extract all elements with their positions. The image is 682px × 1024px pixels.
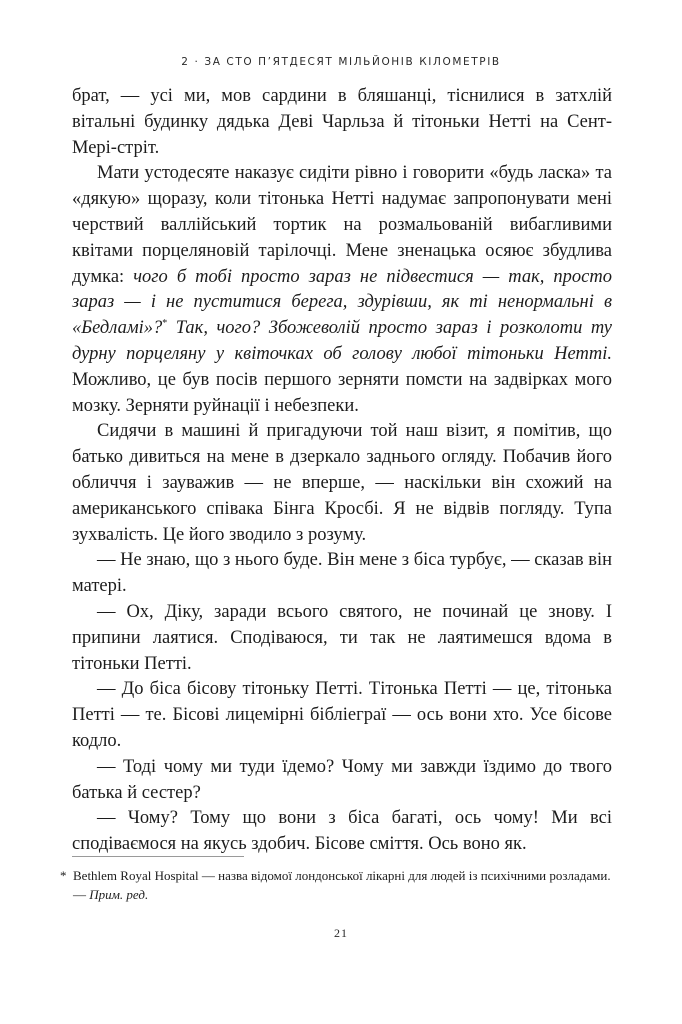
paragraph-3: Сидячи в машині й пригадуючи той наш візит, я помітив, що батько дивиться на мене в дзеркало заднього огляду. Побачив його обличчя і зауважив — не вперше, — наскільки він схожий на американського співака Бінга Кросбі. Я не відвів погляду. Тупа зухвалість. Це його зводило з розуму. xyxy=(72,421,612,545)
paragraph-8: — Чому? Тому що вони з біса багаті, ось чому! Ми всі сподіваємося на якусь здобич. Бісове сміття. Ось воно як. xyxy=(72,808,612,855)
footnote-editor-note: Прим. ред. xyxy=(89,887,149,902)
paragraph-1: брат, — усі ми, мов сардини в бляшанці, тіснилися в затхлій вітальні будинку дядька Деві Чарльза й тітоньки Нетті на Сент-Мері-стріт. xyxy=(72,86,612,158)
page-number: 21 xyxy=(334,926,348,940)
footnote-text: Bethlem Royal Hospital — назва відомої лондонської лікарні для людей із психічними розладами. — xyxy=(73,868,611,902)
paragraph-5: — Ох, Діку, заради всього святого, не починай це знову. І припини лаятися. Сподіваюся, ти так не лаятимешся вдома в тітоньки Петті. xyxy=(72,601,612,674)
paragraph-2 xyxy=(72,161,612,419)
paragraph-7: — Тоді чому ми туди їдемо? Чому ми завжди їздимо до твого батька й сестер? xyxy=(72,756,612,803)
main-text xyxy=(72,84,612,858)
running-head: 2 · ЗА СТО П’ЯТДЕСЯТ МІЛЬЙОНІВ КІЛОМЕТРІВ xyxy=(181,56,501,68)
paragraph-6: — До біса бісову тітоньку Петті. Тітонька Петті — це, тітонька Петті — те. Бісові лицемірні бібліеграї — ось вони хто. Усе бісове кодло. xyxy=(72,679,612,751)
paragraph-2-text-before: Мати устодесяте наказує сидіти рівно і говорити «будь ласка» та «дякую» щоразу, коли тітонька Нетті надумає запропонувати мені черствий валлійський тортик на розмальованій вибагливими квітами порцеляновій тарілочці. Мене зненацька осяює збудлива думка: xyxy=(72,163,612,287)
footnote xyxy=(60,866,612,904)
footnote-body xyxy=(60,866,612,904)
paragraph-2-italic-2: Так, чого? Збожеволій просто зараз і розколоти ту дурну порцеляну у квіточках об голову любої тітоньки Нетті. xyxy=(72,318,612,364)
footnote-reference: * xyxy=(162,318,168,330)
paragraph-2-text-after: Можливо, це був посів першого зерняти помсти на задвірках мого мозку. Зерняти руйнації і небезпеки. xyxy=(72,369,612,416)
paragraph-4: — Не знаю, що з нього буде. Він мене з біса турбує, — сказав він матері. xyxy=(72,550,612,597)
footnote-mark: * xyxy=(60,868,67,883)
paragraph-2-italic-1: чого б тобі просто зараз не підвестися — так, просто зараз — і не пуститися берега, здурівши, як ті ненормальні в «Бедламі»? xyxy=(72,266,612,339)
footnote-divider xyxy=(72,856,244,857)
